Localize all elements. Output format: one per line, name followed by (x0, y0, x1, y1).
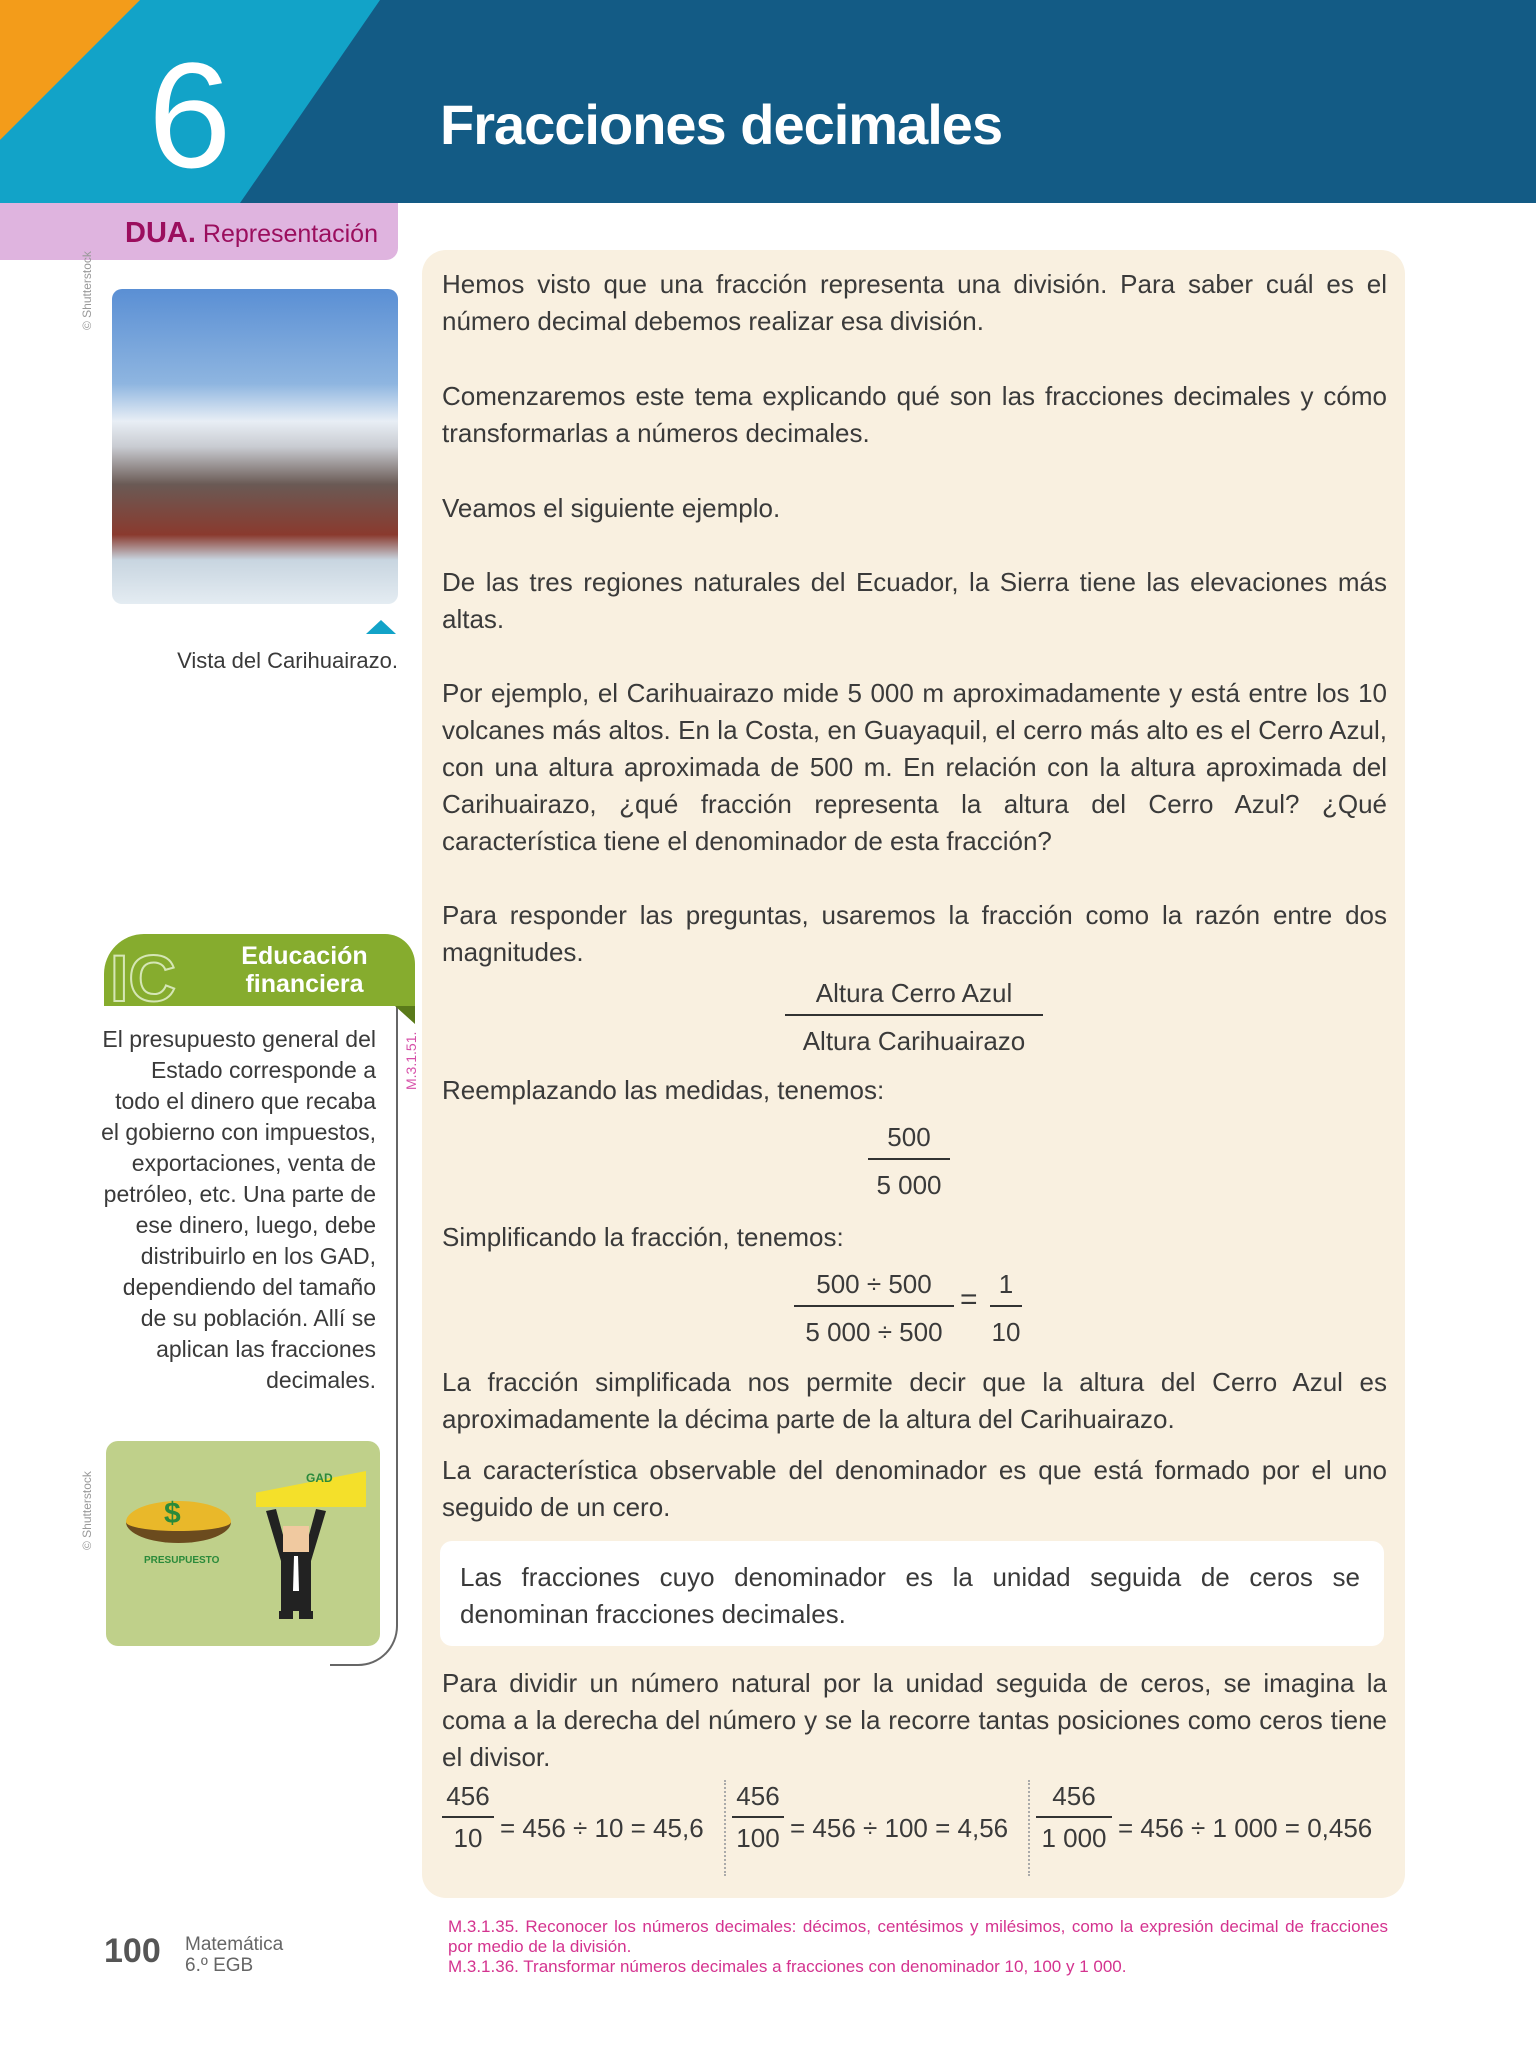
numerator: 456 (442, 1780, 494, 1818)
pie-label: PRESUPUESTO (144, 1555, 220, 1566)
paragraph: Para responder las preguntas, usaremos la fracción como la razón entre dos magnitudes. (442, 900, 1387, 967)
denominator: Altura Carihuairazo (802, 1026, 1026, 1056)
budget-illustration (106, 1441, 380, 1646)
photo-credit: © Shutterstock (80, 251, 94, 330)
ic-logo-icon: IC (110, 941, 176, 1015)
dua-label: DUA. (125, 217, 196, 249)
example-result: = 456 ÷ 10 = 45,6 (500, 1813, 704, 1843)
fraction-heights (785, 978, 1043, 1056)
grade: 6.º EGB (185, 1955, 254, 1976)
slice-label: GAD (306, 1471, 333, 1485)
fraction-values (868, 1122, 950, 1200)
photo-caption: Vista del Carihuairazo. (177, 648, 398, 673)
paragraph: La característica observable del denominador es que está formado por el uno seguido de un cero. (442, 1455, 1387, 1522)
denominator: 10 (991, 1317, 1021, 1347)
note: M.3.1.36. Transformar números decimales a fracciones con denominador 10, 100 y 1 000. (448, 1957, 1127, 1976)
numerator: 1 (990, 1269, 1022, 1307)
denominator: 10 (453, 1823, 483, 1853)
note: M.3.1.35. Reconocer los números decimales: décimos, centésimos y milésimos, como la expresión decimal de fracciones por medio de la división. (448, 1917, 1388, 1956)
fraction-result (990, 1269, 1022, 1347)
paragraph: De las tres regiones naturales del Ecuador, la Sierra tiene las elevaciones más altas. (442, 567, 1387, 634)
man-icon (261, 1501, 331, 1631)
denominator: 100 (736, 1823, 780, 1853)
financial-text: El presupuesto general del Estado corresponde a todo el dinero que recaba el gobierno con impuestos, exportaciones, venta de petróleo, etc. Una parte de ese dinero, luego, debe distribuirlo en los GAD, dependiendo del tamaño de su población. Allí se aplican las fracciones decimales. (101, 1026, 376, 1393)
numerator: 500 ÷ 500 (794, 1269, 954, 1307)
curriculum-notes (448, 1917, 1388, 1977)
subject: Matemática (185, 1934, 284, 1955)
chapter-number: 6 (148, 31, 232, 199)
financial-title-1: Educación (241, 942, 368, 970)
example-result: = 456 ÷ 100 = 4,56 (790, 1813, 1009, 1843)
numerator: 500 (868, 1122, 950, 1160)
division-examples (442, 1780, 1392, 1880)
numerator: Altura Cerro Azul (785, 978, 1043, 1016)
ribbon-fold (395, 1006, 415, 1024)
example-fraction (1036, 1780, 1112, 1854)
example-fraction (442, 1780, 494, 1854)
fraction-simplify (794, 1269, 954, 1347)
financial-title-2: financiera (245, 970, 364, 998)
header-decoration-orange (0, 0, 140, 140)
definition-text: Las fracciones cuyo denominador es la unidad seguida de ceros se denominan fracciones decimales. (460, 1562, 1360, 1629)
skill-code: M.3.1.51. (403, 1031, 419, 1090)
paragraph: Simplificando la fracción, tenemos: (442, 1222, 844, 1252)
denominator: 1 000 (1041, 1823, 1107, 1853)
separator (724, 1780, 726, 1876)
paragraph: Comenzaremos este tema explicando qué son las fracciones decimales y cómo transformarlas a números decimales. (442, 381, 1387, 448)
paragraph: Por ejemplo, el Carihuairazo mide 5 000 m aproximadamente y está entre los 10 volcanes más altos. En la Costa, en Guayaquil, el cerro más alto es el Cerro Azul, con una altura aproximada de 500 m. En relación con la altura aproximada del Carihuairazo, ¿qué fracción representa la altura del Cerro Azul? ¿Qué característica tiene el denominador de esta fracción? (442, 678, 1387, 856)
numerator: 456 (1036, 1780, 1112, 1818)
carihuairazo-photo (112, 289, 398, 604)
example-result: = 456 ÷ 1 000 = 0,456 (1118, 1813, 1373, 1843)
equals-sign: = (960, 1283, 978, 1316)
example-fraction (732, 1780, 784, 1854)
numerator: 456 (732, 1780, 784, 1818)
denominator: 5 000 (876, 1170, 942, 1200)
separator (1028, 1780, 1030, 1876)
dua-banner (0, 203, 398, 260)
chapter-header (0, 0, 1536, 203)
dua-text: Representación (195, 220, 378, 248)
page-title: Fracciones decimales (440, 93, 1003, 156)
paragraph: La fracción simplificada nos permite decir que la altura del Cerro Azul es aproximadamente la décima parte de la altura del Carihuairazo. (442, 1367, 1387, 1434)
denominator: 5 000 ÷ 500 (805, 1317, 943, 1347)
page-number: 100 (104, 1932, 161, 1970)
subject-label (185, 1934, 283, 1976)
paragraph: Para dividir un número natural por la unidad seguida de ceros, se imagina la coma a la derecha del número y se la recorre tantas posiciones como ceros tiene el divisor. (442, 1668, 1387, 1772)
paragraph: Reemplazando las medidas, tenemos: (442, 1075, 885, 1105)
image-credit: © Shutterstock (80, 1471, 94, 1550)
triangle-pointer-icon (366, 620, 396, 634)
paragraph: Hemos visto que una fracción representa una división. Para saber cuál es el número decimal debemos realizar esa división. (442, 269, 1387, 336)
paragraph: Veamos el siguiente ejemplo. (442, 493, 781, 523)
dollar-icon: $ (164, 1497, 181, 1530)
